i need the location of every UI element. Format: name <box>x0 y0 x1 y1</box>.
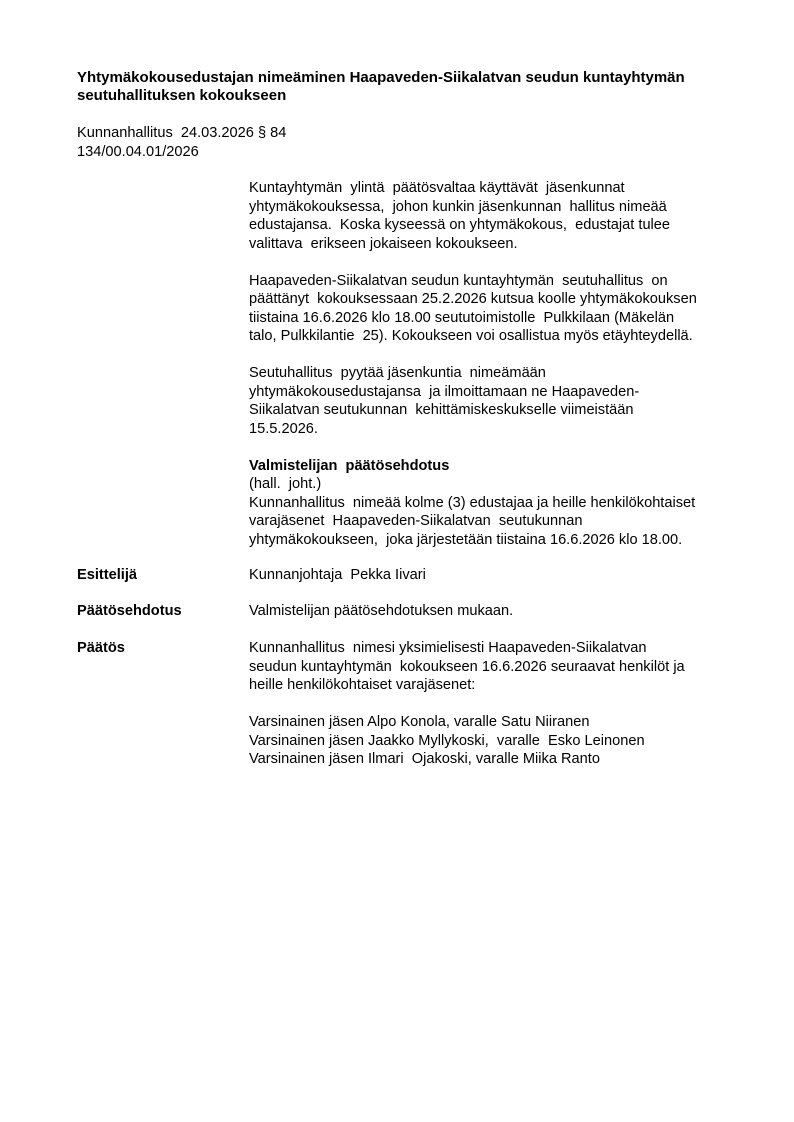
paragraph <box>249 179 739 253</box>
text-line: 15.5.2026. <box>249 420 318 437</box>
text-line: Siikalatvan seutukunnan kehittämiskeskukselle viimeistään <box>249 402 634 418</box>
text-line: valittava erikseen jokaiseen kokoukseen. <box>249 235 518 252</box>
meeting-date-line: Kunnanhallitus 24.03.2026 § 84 <box>77 125 287 141</box>
paatos-value-wrap <box>249 639 739 769</box>
esittelija-value-wrap <box>249 566 739 585</box>
text-line: talo, Pulkkilantie 25). Kokoukseen voi osallistua myös etäyhteydellä. <box>249 328 693 344</box>
esittelija-label: Esittelijä <box>77 567 138 583</box>
member-line: Varsinainen jäsen Ilmari Ojakoski, varalle Miika Ranto <box>249 751 600 767</box>
text-line: seudun kuntayhtymän kokoukseen 16.6.2026 seuraavat henkilöt ja <box>249 658 685 675</box>
record-number: 134/00.04.01/2026 <box>77 143 199 160</box>
text-line: Kunnanhallitus nimesi yksimielisesti Haapaveden-Siikalatvan <box>249 640 647 656</box>
paatosehdotus-label: Päätösehdotus <box>77 603 182 619</box>
text-line: päättänyt kokouksessaan 25.2.2026 kutsua koolle yhtymäkokouksen <box>249 291 697 307</box>
member-line: Varsinainen jäsen Jaakko Myllykoski, varalle Esko Leinonen <box>249 732 645 749</box>
text-line: Kuntayhtymän ylintä päätösvaltaa käyttävät jäsenkunnat <box>249 180 625 196</box>
paatosehdotus-value: Valmistelijan päätösehdotuksen mukaan. <box>249 603 514 619</box>
text-line: heille henkilökohtaiset varajäsenet: <box>249 677 476 693</box>
text-line: Haapaveden-Siikalatvan seudun kuntayhtymän seutuhallitus on <box>249 272 668 289</box>
proposal-heading: Valmistelijan päätösehdotus <box>249 457 450 474</box>
text-line: varajäsenet Haapaveden-Siikalatvan seutukunnan <box>249 513 583 529</box>
document-body <box>249 179 739 568</box>
title-line: Yhtymäkokousedustajan nimeäminen Haapaveden-Siikalatvan seudun kuntayhtymän <box>77 69 685 86</box>
text-line: tiistaina 16.6.2026 klo 18.00 seututoimistolle Pulkkilaan (Mäkelän <box>249 309 675 326</box>
paatos-label: Päätös <box>77 640 125 656</box>
paragraph <box>249 272 739 346</box>
text-line: edustajansa. Koska kyseessä on yhtymäkokous, edustajat tulee <box>249 217 671 233</box>
text-line: yhtymäkokouksessa, johon kunkin jäsenkunnan hallitus nimeää <box>249 198 667 215</box>
text-line: Seutuhallitus pyytää jäsenkuntia nimeämään <box>249 365 546 381</box>
text-line: Kunnanhallitus nimeää kolme (3) edustajaa ja heille henkilökohtaiset <box>249 494 696 511</box>
paatosehdotus-value-wrap <box>249 602 739 621</box>
meeting-reference <box>77 124 286 161</box>
text-line: yhtymäkokoukseen, joka järjestetään tiistaina 16.6.2026 klo 18.00. <box>249 531 683 548</box>
paragraph <box>249 364 739 438</box>
esittelija-value: Kunnanjohtaja Pekka Iivari <box>249 567 426 583</box>
spacer <box>249 695 739 714</box>
document-title <box>77 69 757 105</box>
proposal-section <box>249 457 739 550</box>
text-line: (hall. joht.) <box>249 476 322 492</box>
title-line: seutuhallituksen kokoukseen <box>77 87 287 104</box>
text-line: yhtymäkokousedustajansa ja ilmoittamaan ne Haapaveden- <box>249 383 640 400</box>
member-line: Varsinainen jäsen Alpo Konola, varalle Satu Niiranen <box>249 714 590 730</box>
